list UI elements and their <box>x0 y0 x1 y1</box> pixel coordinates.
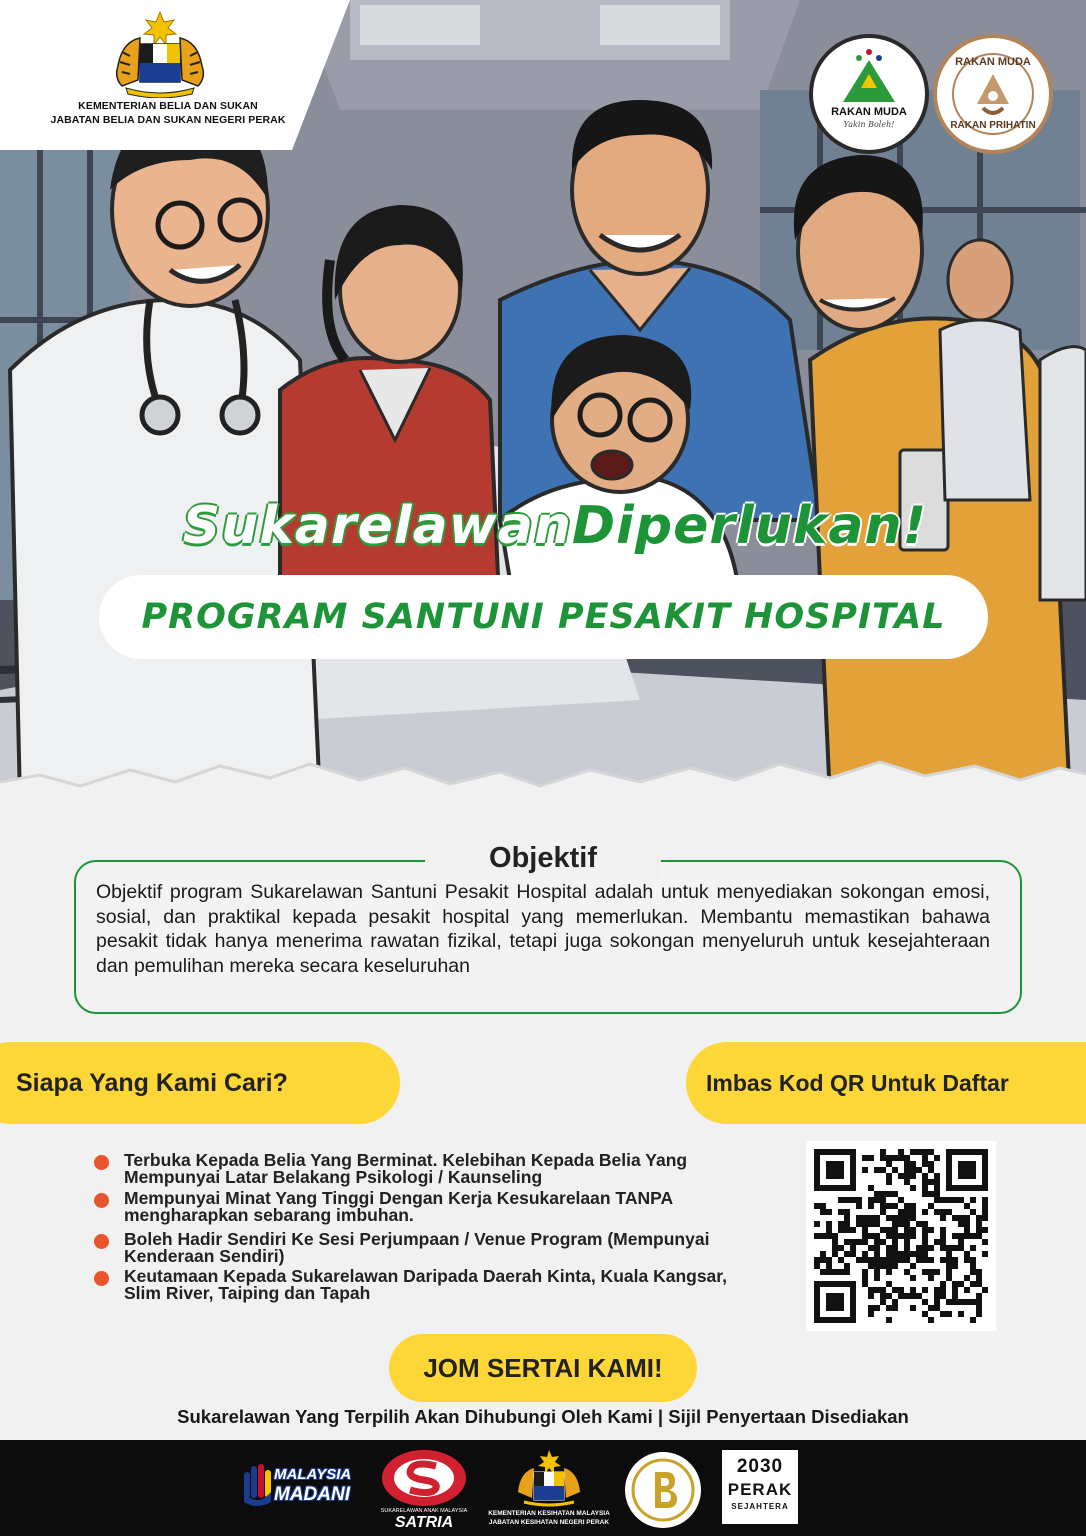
who-we-seek-title: Siapa Yang Kami Cari? <box>16 1069 288 1097</box>
rakan-muda-badge <box>813 38 925 150</box>
footnote: Sukarelawan Yang Terpilih Akan Dihubungi Oleh Kami | Sijil Penyertaan Disediakan <box>177 1406 909 1427</box>
perak-name: PERAK <box>727 1480 793 1499</box>
join-us-pill: JOM SERTAI KAMI! <box>389 1334 697 1402</box>
criteria-text: Mempunyai Minat Yang Tinggi Dengan Kerja Kesukarelaan TANPA mengharapkan sebarang imbuhan. <box>124 1188 673 1225</box>
madani-text-2: MADANI <box>274 1484 350 1505</box>
rakan-muda-label: RAKAN MUDA <box>831 106 907 118</box>
kkm-text-2: JABATAN KESIHATAN NEGERI PERAK <box>488 1519 610 1526</box>
scan-qr-pill <box>686 1042 1086 1124</box>
headline <box>100 496 1010 556</box>
bullet-icon <box>94 1271 109 1286</box>
headline-word-2: Diperlukan! <box>571 496 928 556</box>
ministry-name: KEMENTERIAN BELIA DAN SUKAN <box>78 100 258 112</box>
ministry-banner <box>0 0 350 150</box>
coat-of-arms-icon <box>476 1448 622 1508</box>
kkm-text-1: KEMENTERIAN KESIHATAN MALAYSIA <box>488 1510 610 1517</box>
criteria-text: Terbuka Kepada Belia Yang Berminat. Kelebihan Kepada Belia Yang Mempunyai Latar Belakang Psikologi / Kaunseling <box>124 1150 688 1187</box>
qr-code-icon <box>806 1141 996 1331</box>
belia-prihatin-perak-logo-icon <box>623 1450 703 1530</box>
program-title: PROGRAM SANTUNI PESAKIT HOSPITAL <box>141 597 946 637</box>
criteria-text: Keutamaan Kepada Sukarelawan Daripada Daerah Kinta, Kuala Kangsar, Slim River, Taiping dan Tapah <box>124 1266 727 1303</box>
rakan-prihatin-badge <box>937 38 1049 150</box>
satria-emblem-icon <box>378 1448 470 1508</box>
registration-qr-code[interactable] <box>806 1141 996 1331</box>
rakan-prihatin-top-text: RAKAN MUDA <box>955 56 1031 68</box>
criteria-text: Boleh Hadir Sendiri Ke Sesi Perjumpaan / Venue Program (Mempunyai Kenderaan Sendiri) <box>124 1229 710 1266</box>
ministry-of-health-logo <box>476 1448 622 1532</box>
rakan-prihatin-logo-icon <box>937 38 1049 150</box>
satria-caption: SUKARELAWAN ANAK MALAYSIA <box>380 1508 468 1514</box>
malaysia-madani-logo <box>242 1458 368 1514</box>
bullet-icon <box>94 1155 109 1170</box>
scan-qr-title: Imbas Kod QR Untuk Daftar <box>706 1070 1009 1096</box>
madani-text-1: MALAYSIA <box>274 1466 352 1483</box>
bullet-icon <box>94 1193 109 1208</box>
objective-text: Objektif program Sukarelawan Santuni Pesakit Hospital adalah untuk menyediakan sokongan emosi, sosial, dan praktikal kepada pesakit hospital yang memerlukan. Membantu memastikan bahawa pesakit tidak hanya menerima rawatan fizikal, tetapi juga sokongan menyeluruh untuk kesejahteraan dan pemulihan mereka secara keseluruhan <box>96 881 990 977</box>
footer-logo-bar <box>0 1440 1086 1536</box>
program-title-pill <box>99 575 988 659</box>
who-we-seek-pill <box>0 1042 400 1124</box>
torn-paper-edge <box>0 720 1086 840</box>
objective-title: Objektif <box>425 838 661 878</box>
satria-name: SATRIA <box>394 1514 454 1531</box>
rakan-muda-tagline: Yakin Boleh! <box>843 120 895 129</box>
department-name: JABATAN BELIA DAN SUKAN NEGERI PERAK <box>50 114 286 126</box>
perak-sejahtera-2030-logo <box>722 1450 798 1524</box>
bullet-icon <box>94 1234 109 1249</box>
perak-year: 2030 <box>736 1456 784 1477</box>
headline-word-1: Sukarelawan <box>182 496 572 556</box>
perak-tagline: SEJAHTERA <box>731 1502 789 1511</box>
rakan-muda-logo-icon <box>813 38 925 150</box>
madani-hand-icon <box>242 1462 272 1506</box>
malaysia-coat-of-arms-icon <box>100 8 220 98</box>
satria-logo <box>378 1448 470 1532</box>
rakan-prihatin-bottom-text: RAKAN PRIHATIN <box>950 120 1036 131</box>
